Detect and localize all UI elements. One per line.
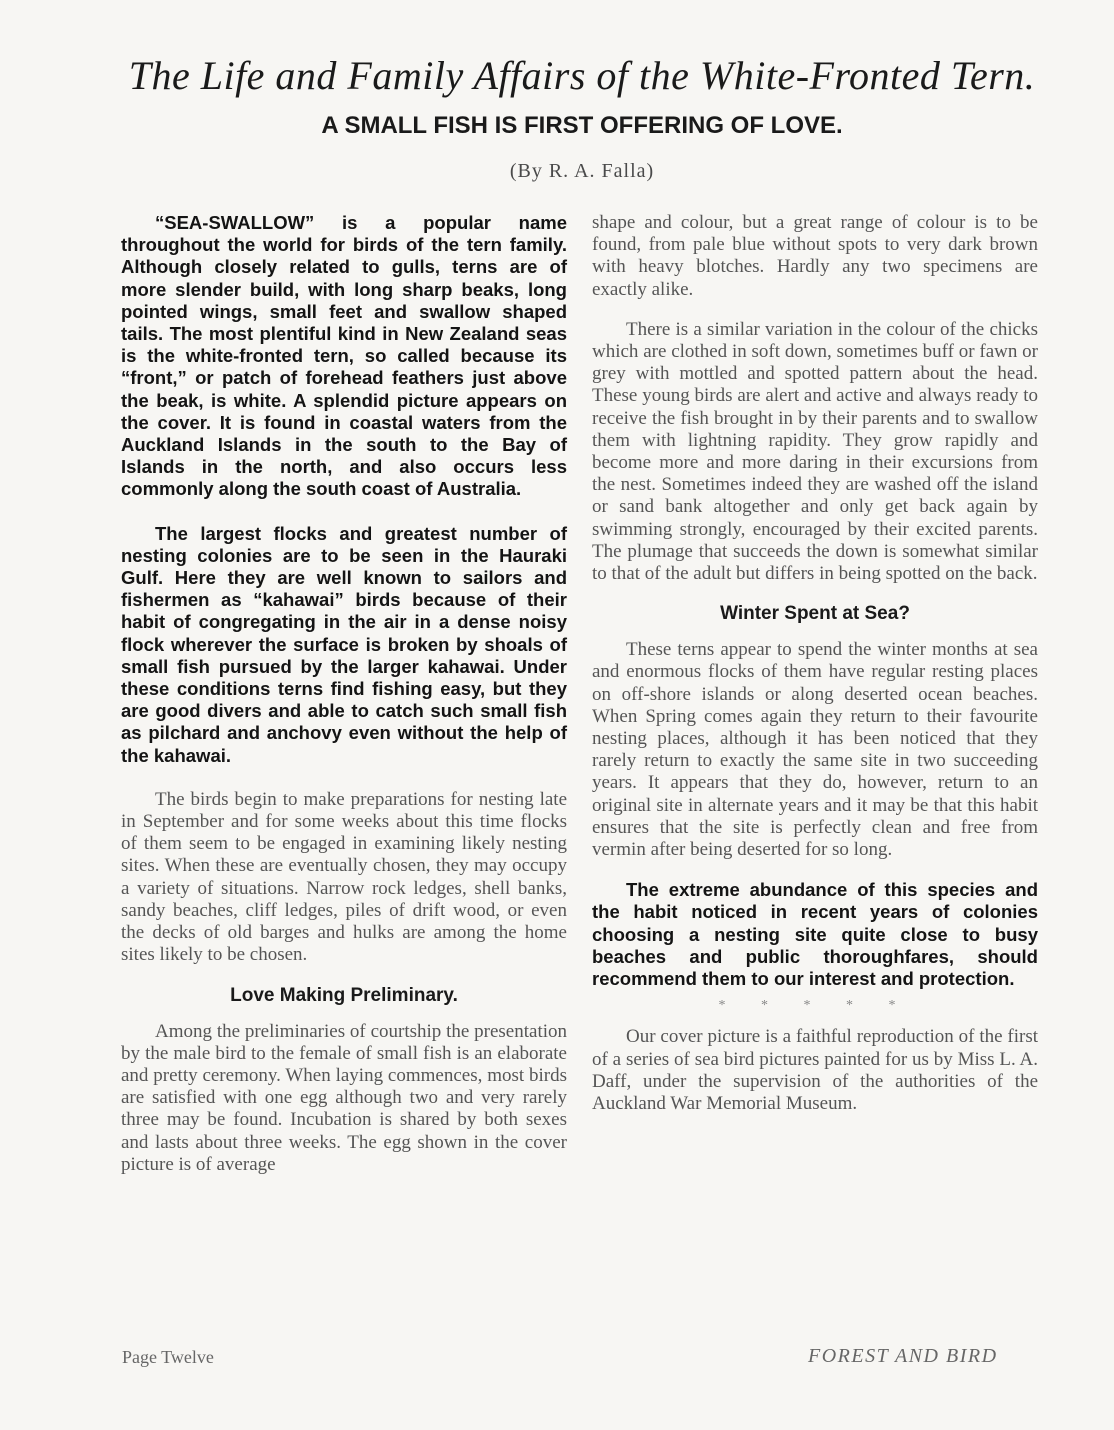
body-paragraph: There is a similar variation in the colour of the chicks which are clothed in soft down, sometimes buff or fawn or grey with mottled and spotted pattern about the head. These young birds are alert and active and always ready to receive the fish brought in by their parents and to swallow them with lightning rapidity. They grow rapidly and become more and more daring in their excursions from the nest. Sometimes indeed they are washed off the island or sand bank altogether and only get back again by swimming strongly, encouraged by their excited parents. The plumage that succeeds the down is somewhat similar to that of the adult but differs in being spotted on the back. xyxy=(592,318,1038,585)
section-separator: * * * * * xyxy=(718,998,912,1014)
section-heading: Winter Spent at Sea? xyxy=(720,603,910,625)
body-paragraph: These terns appear to spend the winter months at sea and enormous flocks of them have regular resting places on off-shore islands or along deserted ocean beaches. When Spring comes again they return to their favourite nesting places, although it has been noticed that they rarely return to exactly the same site in two succeeding years. It appears that they do, however, return to an original site in alternate years and it may be that this habit ensures that the site is perfectly clean and free from vermin after being deserted for so long. xyxy=(592,639,1038,861)
body-paragraph: Among the preliminaries of courtship the presentation by the male bird to the female of small fish is an elaborate and pretty ceremony. When laying commences, most birds are satisfied with one egg although two and very rarely three may be found. Incubation is shared by both sexes and lasts about three weeks. The egg shown in the cover picture is of average xyxy=(121,1020,567,1175)
lead-paragraph: The largest flocks and greatest number of nesting colonies are to be seen in the Hauraki Gulf. Here they are well known to sailors and fishermen as “kahawai” birds because of their habit of congregating in the air in a dense noisy flock wherever the surface is broken by shoals of small fish pursued by the larger kahawai. Under these conditions terns find fishing easy, but they are good divers and able to catch such small fish as pilchard and anchovy even without the help of the kahawai. xyxy=(121,522,567,766)
publication-name: FOREST AND BIRD xyxy=(808,1345,998,1367)
page-number: Page Twelve xyxy=(122,1347,214,1367)
lead-paragraph: “SEA-SWALLOW” is a popular name throughout the world for birds of the tern family. Although closely related to gulls, terns are of more slender build, with long sharp beaks, long pointed wings, small feet and swallow shaped tails. The most plentiful kind in New Zealand seas is the white-fronted tern, so called because its “front,” or patch of forehead feathers just above the beak, is white. A splendid picture appears on the cover. It is found in coastal waters from the Auckland Islands in the south to the Bay of Islands in the north, and also occurs less commonly along the south coast of Australia. xyxy=(121,212,567,500)
body-paragraph: shape and colour, but a great range of colour is to be found, from pale blue without spots to very dark brown with heavy blotches. Hardly any two specimens are exactly alike. xyxy=(592,212,1038,300)
article-byline: (By R. A. Falla) xyxy=(509,160,655,182)
lead-paragraph: The extreme abundance of this species and the habit noticed in recent years of colonies choosing a nesting site quite close to busy beaches and public thoroughfares, should recommend them to our interest and protection. xyxy=(592,879,1038,990)
body-paragraph: Our cover picture is a faithful reproduction of the first of a series of sea bird pictures painted for us by Miss L. A. Daff, under the supervision of the authorities of the Auckland War Memorial Museum. xyxy=(592,1026,1038,1114)
article-subtitle: A SMALL FISH IS FIRST OFFERING OF LOVE. xyxy=(321,112,843,139)
section-heading: Love Making Preliminary. xyxy=(230,984,458,1006)
article-title: The Life and Family Affairs of the White-Fronted Tern. xyxy=(128,53,1036,98)
left-column xyxy=(121,212,567,1194)
body-paragraph: The birds begin to make preparations for nesting late in September and for some weeks about this time flocks of them seem to be engaged in examining likely nesting sites. When these are eventually chosen, they may occupy a variety of situations. Narrow rock ledges, shell banks, sandy beaches, cliff ledges, piles of drift wood, or even the decks of old barges and hulks are among the home sites likely to be chosen. xyxy=(121,788,567,966)
right-column xyxy=(592,212,1038,1133)
